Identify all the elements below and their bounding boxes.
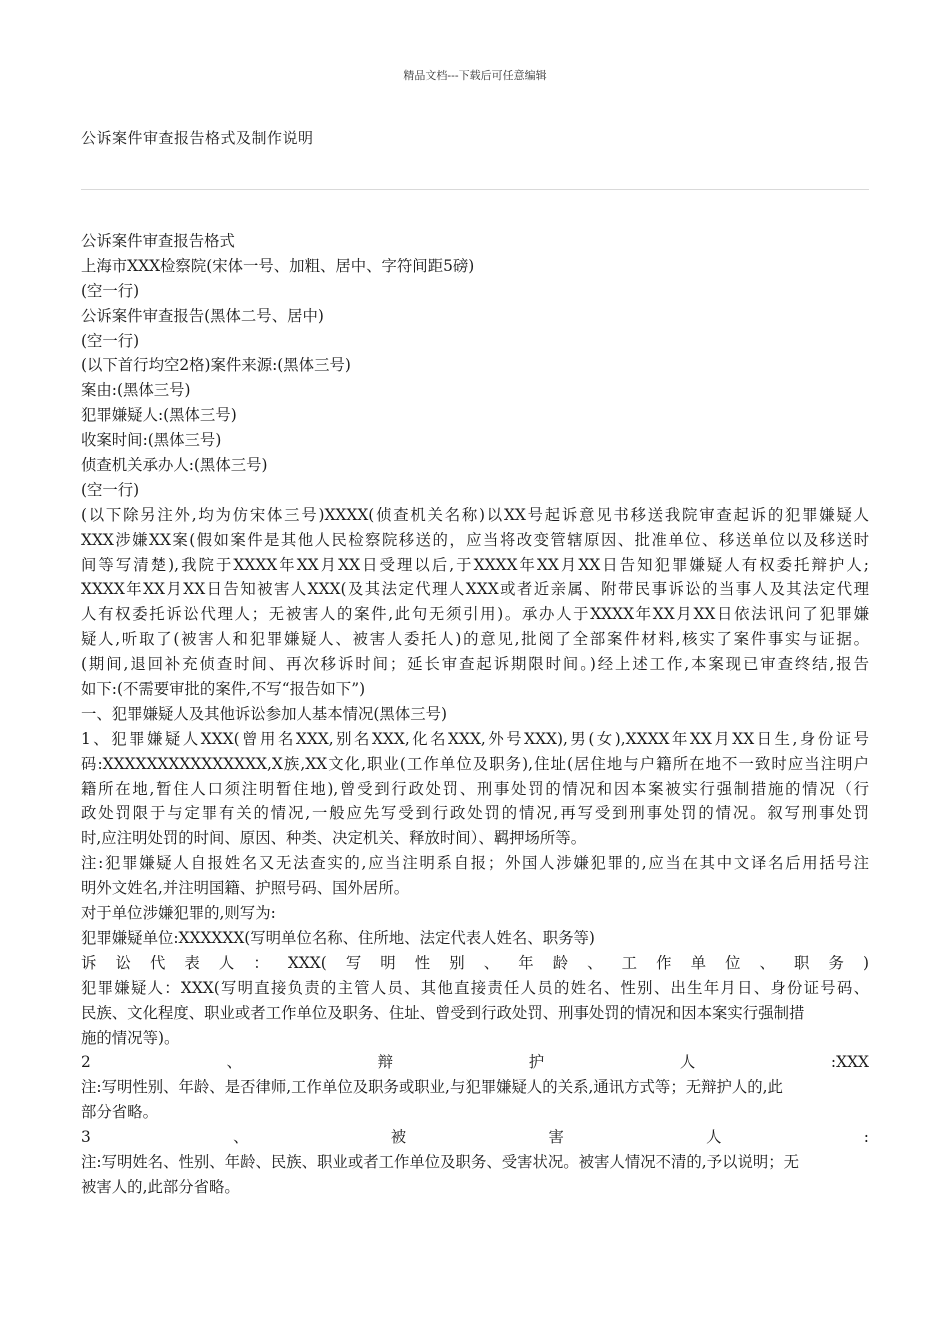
body-line: 间等写清楚),我院于XXXX年XX月XX日受理以后,于XXXX年XX月XX日告知犯罪嫌疑人有权委托辩护人; [81, 555, 869, 574]
body-line: 诉讼代表人：XXX(写明性别、年龄、工作单位、职务) [81, 953, 869, 972]
body-line: XXX涉嫌XX案(假如案件是其他人民检察院移送的，应当将改变管辖原因、批准单位、移送单位以及移送时 [81, 530, 869, 549]
body-line: 注:写明姓名、性别、年龄、民族、职业或者工作单位及职务、受害状况。被害人情况不清的,予以说明；无 [81, 1152, 800, 1171]
document-title: 公诉案件审查报告格式及制作说明 [81, 129, 314, 147]
body-line: 犯罪嫌疑人：XXX(写明直接负责的主管人员、其他直接责任人员的姓名、性别、出生年月日、身份证号码、 [81, 978, 869, 997]
body-line: 政处罚限于与定罪有关的情况,一般应先写受到行政处罚的情况,再写受到刑事处罚的情况。叙写刑事处罚 [81, 804, 869, 823]
body-line: (以下首行均空2格)案件来源:(黑体三号) [81, 356, 351, 375]
body-line: 收案时间:(黑体三号) [81, 431, 222, 450]
body-line: 人有权委托诉讼代理人；无被害人的案件,此句无须引用)。承办人于XXXX年XX月XX日依法讯问了犯罪嫌 [81, 605, 869, 624]
body-line: 2、辩护人:XXX [81, 1053, 869, 1072]
body-line: 时,应注明处罚的时间、原因、种类、决定机关、释放时间）、羁押场所等。 [81, 829, 587, 848]
body-line: 犯罪嫌疑人:(黑体三号) [81, 406, 237, 425]
body-line: (空一行) [81, 281, 140, 300]
document-body [81, 229, 869, 1200]
body-line: 3、被害人: [81, 1128, 869, 1147]
body-line: 明外文姓名,并注明国籍、护照号码、国外居所。 [81, 879, 410, 898]
body-line: 1、犯罪嫌疑人XXX(曾用名XXX,别名XXX,化名XXX,外号XXX),男(女),XXXX年XX月XX日生,身份证号 [81, 729, 869, 748]
body-line: (空一行) [81, 480, 140, 499]
body-line: 案由:(黑体三号) [81, 381, 191, 400]
body-line: 犯罪嫌疑单位:XXXXXX(写明单位名称、住所地、法定代表人姓名、职务等) [81, 928, 595, 947]
body-line: 公诉案件审查报告格式 [81, 232, 235, 250]
body-line: (空一行) [81, 331, 140, 350]
body-line: 公诉案件审查报告(黑体二号、居中) [81, 306, 324, 325]
body-line: (期间,退回补充侦查时间、再次移诉时间；延长审查起诉期限时间。)经上述工作,本案现已审查终结,报告 [81, 655, 869, 674]
body-line: 上海市XXX检察院(宋体一号、加粗、居中、字符间距5磅) [81, 256, 475, 275]
body-line: 侦查机关承办人:(黑体三号) [81, 456, 268, 475]
body-line: 码:XXXXXXXXXXXXXXX,X族,XX文化,职业(工作单位及职务),住址(居住地与户籍所在地不一致时应当注明户 [81, 754, 869, 773]
body-line: 如下:(不需要审批的案件,不写“报告如下”) [81, 680, 366, 699]
page-header-watermark: 精品文档---下载后可任意编辑 [403, 69, 547, 82]
body-line: 籍所在地,暂住人口须注明暂住地),曾受到行政处罚、刑事处罚的情况和因本案被实行强制措施的情况（行 [81, 779, 869, 798]
body-line: 被害人的,此部分省略。 [81, 1177, 240, 1196]
body-line: 疑人,听取了(被害人和犯罪嫌疑人、被害人委托人)的意见,批阅了全部案件材料,核实了案件事实与证据。 [81, 630, 869, 649]
body-line: 注:写明性别、年龄、是否律师,工作单位及职务或职业,与犯罪嫌疑人的关系,通讯方式等；无辩护人的,此 [81, 1078, 783, 1097]
body-line: 对于单位涉嫌犯罪的,则写为: [81, 904, 276, 923]
body-line: 一、犯罪嫌疑人及其他诉讼参加人基本情况(黑体三号) [81, 704, 447, 723]
body-line: 部分省略。 [81, 1103, 158, 1122]
body-line: 民族、文化程度、职业或者工作单位及职务、住址、曾受到行政处罚、刑事处罚的情况和因本案实行强制措 [81, 1003, 805, 1022]
body-line: 注:犯罪嫌疑人自报姓名又无法查实的,应当注明系自报；外国人涉嫌犯罪的,应当在其中文译名后用括号注 [81, 854, 869, 873]
title-divider [81, 189, 869, 190]
body-line: XXXX年XX月XX日告知被害人XXX(及其法定代理人XXX或者近亲属、附带民事诉讼的当事人及其法定代理 [81, 580, 869, 599]
body-line: 施的情况等)。 [81, 1028, 180, 1047]
body-line: (以下除另注外,均为仿宋体三号)XXXX(侦查机关名称)以XX号起诉意见书移送我院审查起诉的犯罪嫌疑人 [81, 505, 869, 524]
